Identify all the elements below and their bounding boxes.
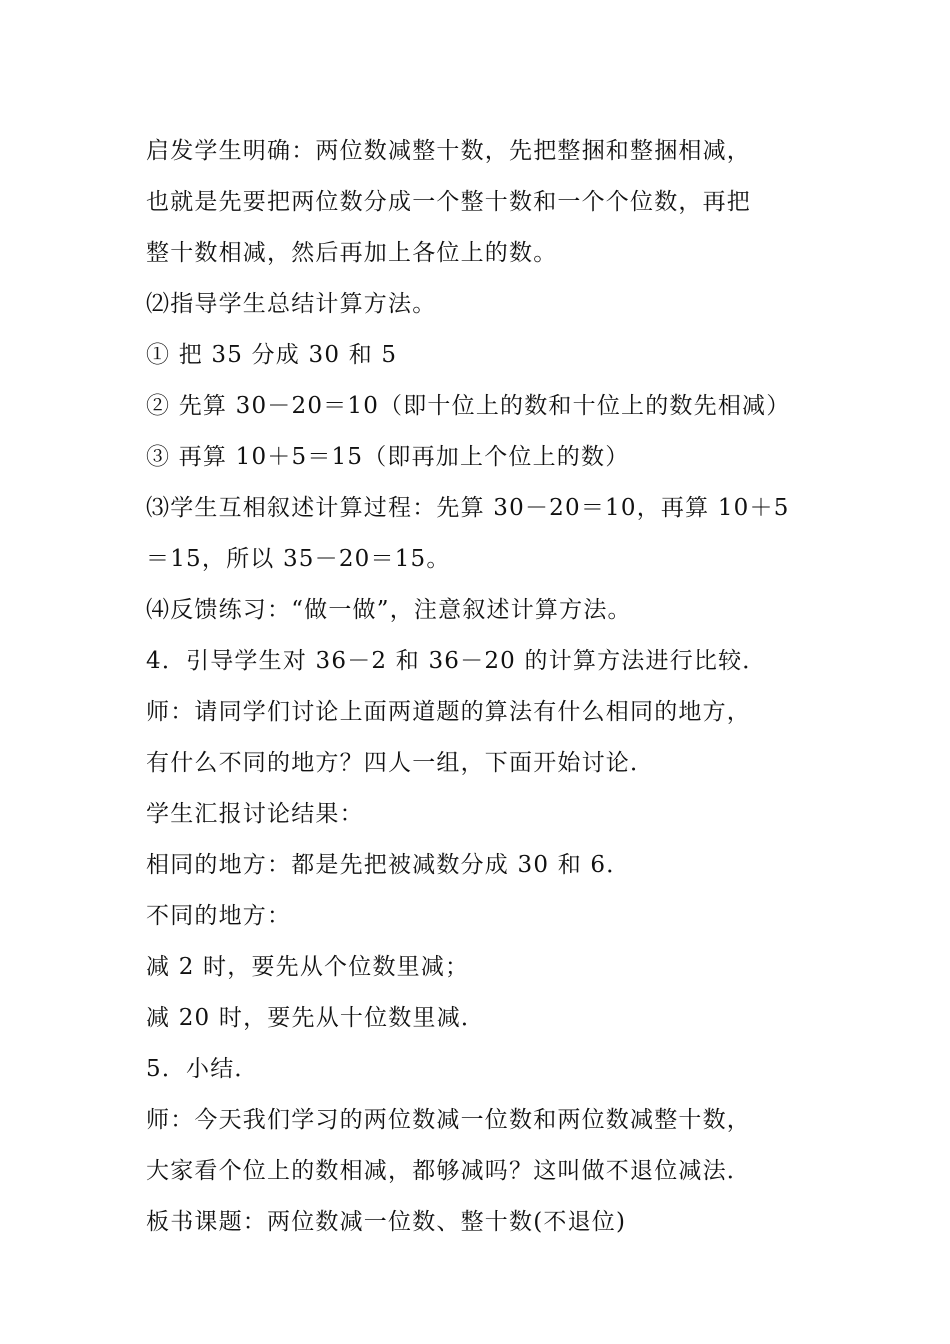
text-line: ＝15，所以 35－20＝15。 <box>146 546 451 572</box>
text-line: 师：今天我们学习的两位数减一位数和两位数减整十数， <box>146 1107 751 1133</box>
text-line: 板书课题：两位数减一位数、整十数(不退位) <box>146 1209 627 1235</box>
text-line: 启发学生明确：两位数减整十数，先把整捆和整捆相减， <box>146 138 751 164</box>
text-line: 减 2 时，要先从个位数里减； <box>146 954 470 980</box>
text-line: 大家看个位上的数相减，都够减吗？这叫做不退位减法． <box>146 1158 751 1184</box>
text-line: ② 先算 30－20＝10（即十位上的数和十位上的数先相减） <box>146 393 791 419</box>
text-line: 不同的地方： <box>146 903 292 929</box>
text-line: ① 把 35 分成 30 和 5 <box>146 342 398 368</box>
text-line: 5．小结． <box>146 1056 259 1082</box>
text-line: 有什么不同的地方？四人一组，下面开始讨论． <box>146 750 655 776</box>
text-line: ⑶学生互相叙述计算过程：先算 30－20＝10，再算 10＋5 <box>146 495 790 521</box>
text-line: 减 20 时，要先从十位数里减． <box>146 1005 486 1031</box>
text-line: 整十数相减，然后再加上各位上的数。 <box>146 240 558 266</box>
text-line: ⑵指导学生总结计算方法。 <box>146 291 437 317</box>
text-line: 4．引导学生对 36－2 和 36－20 的计算方法进行比较． <box>146 648 767 674</box>
text-line: ③ 再算 10＋5＝15（即再加上个位上的数） <box>146 444 630 470</box>
text-line: 相同的地方：都是先把被减数分成 30 和 6． <box>146 852 631 878</box>
text-line: 师：请同学们讨论上面两道题的算法有什么相同的地方， <box>146 699 751 725</box>
text-line: 学生汇报讨论结果： <box>146 801 364 827</box>
text-line: ⑷反馈练习：“做一做”，注意叙述计算方法。 <box>146 597 632 623</box>
document-body <box>146 126 826 1248</box>
text-line: 也就是先要把两位数分成一个整十数和一个个位数，再把 <box>146 189 751 215</box>
